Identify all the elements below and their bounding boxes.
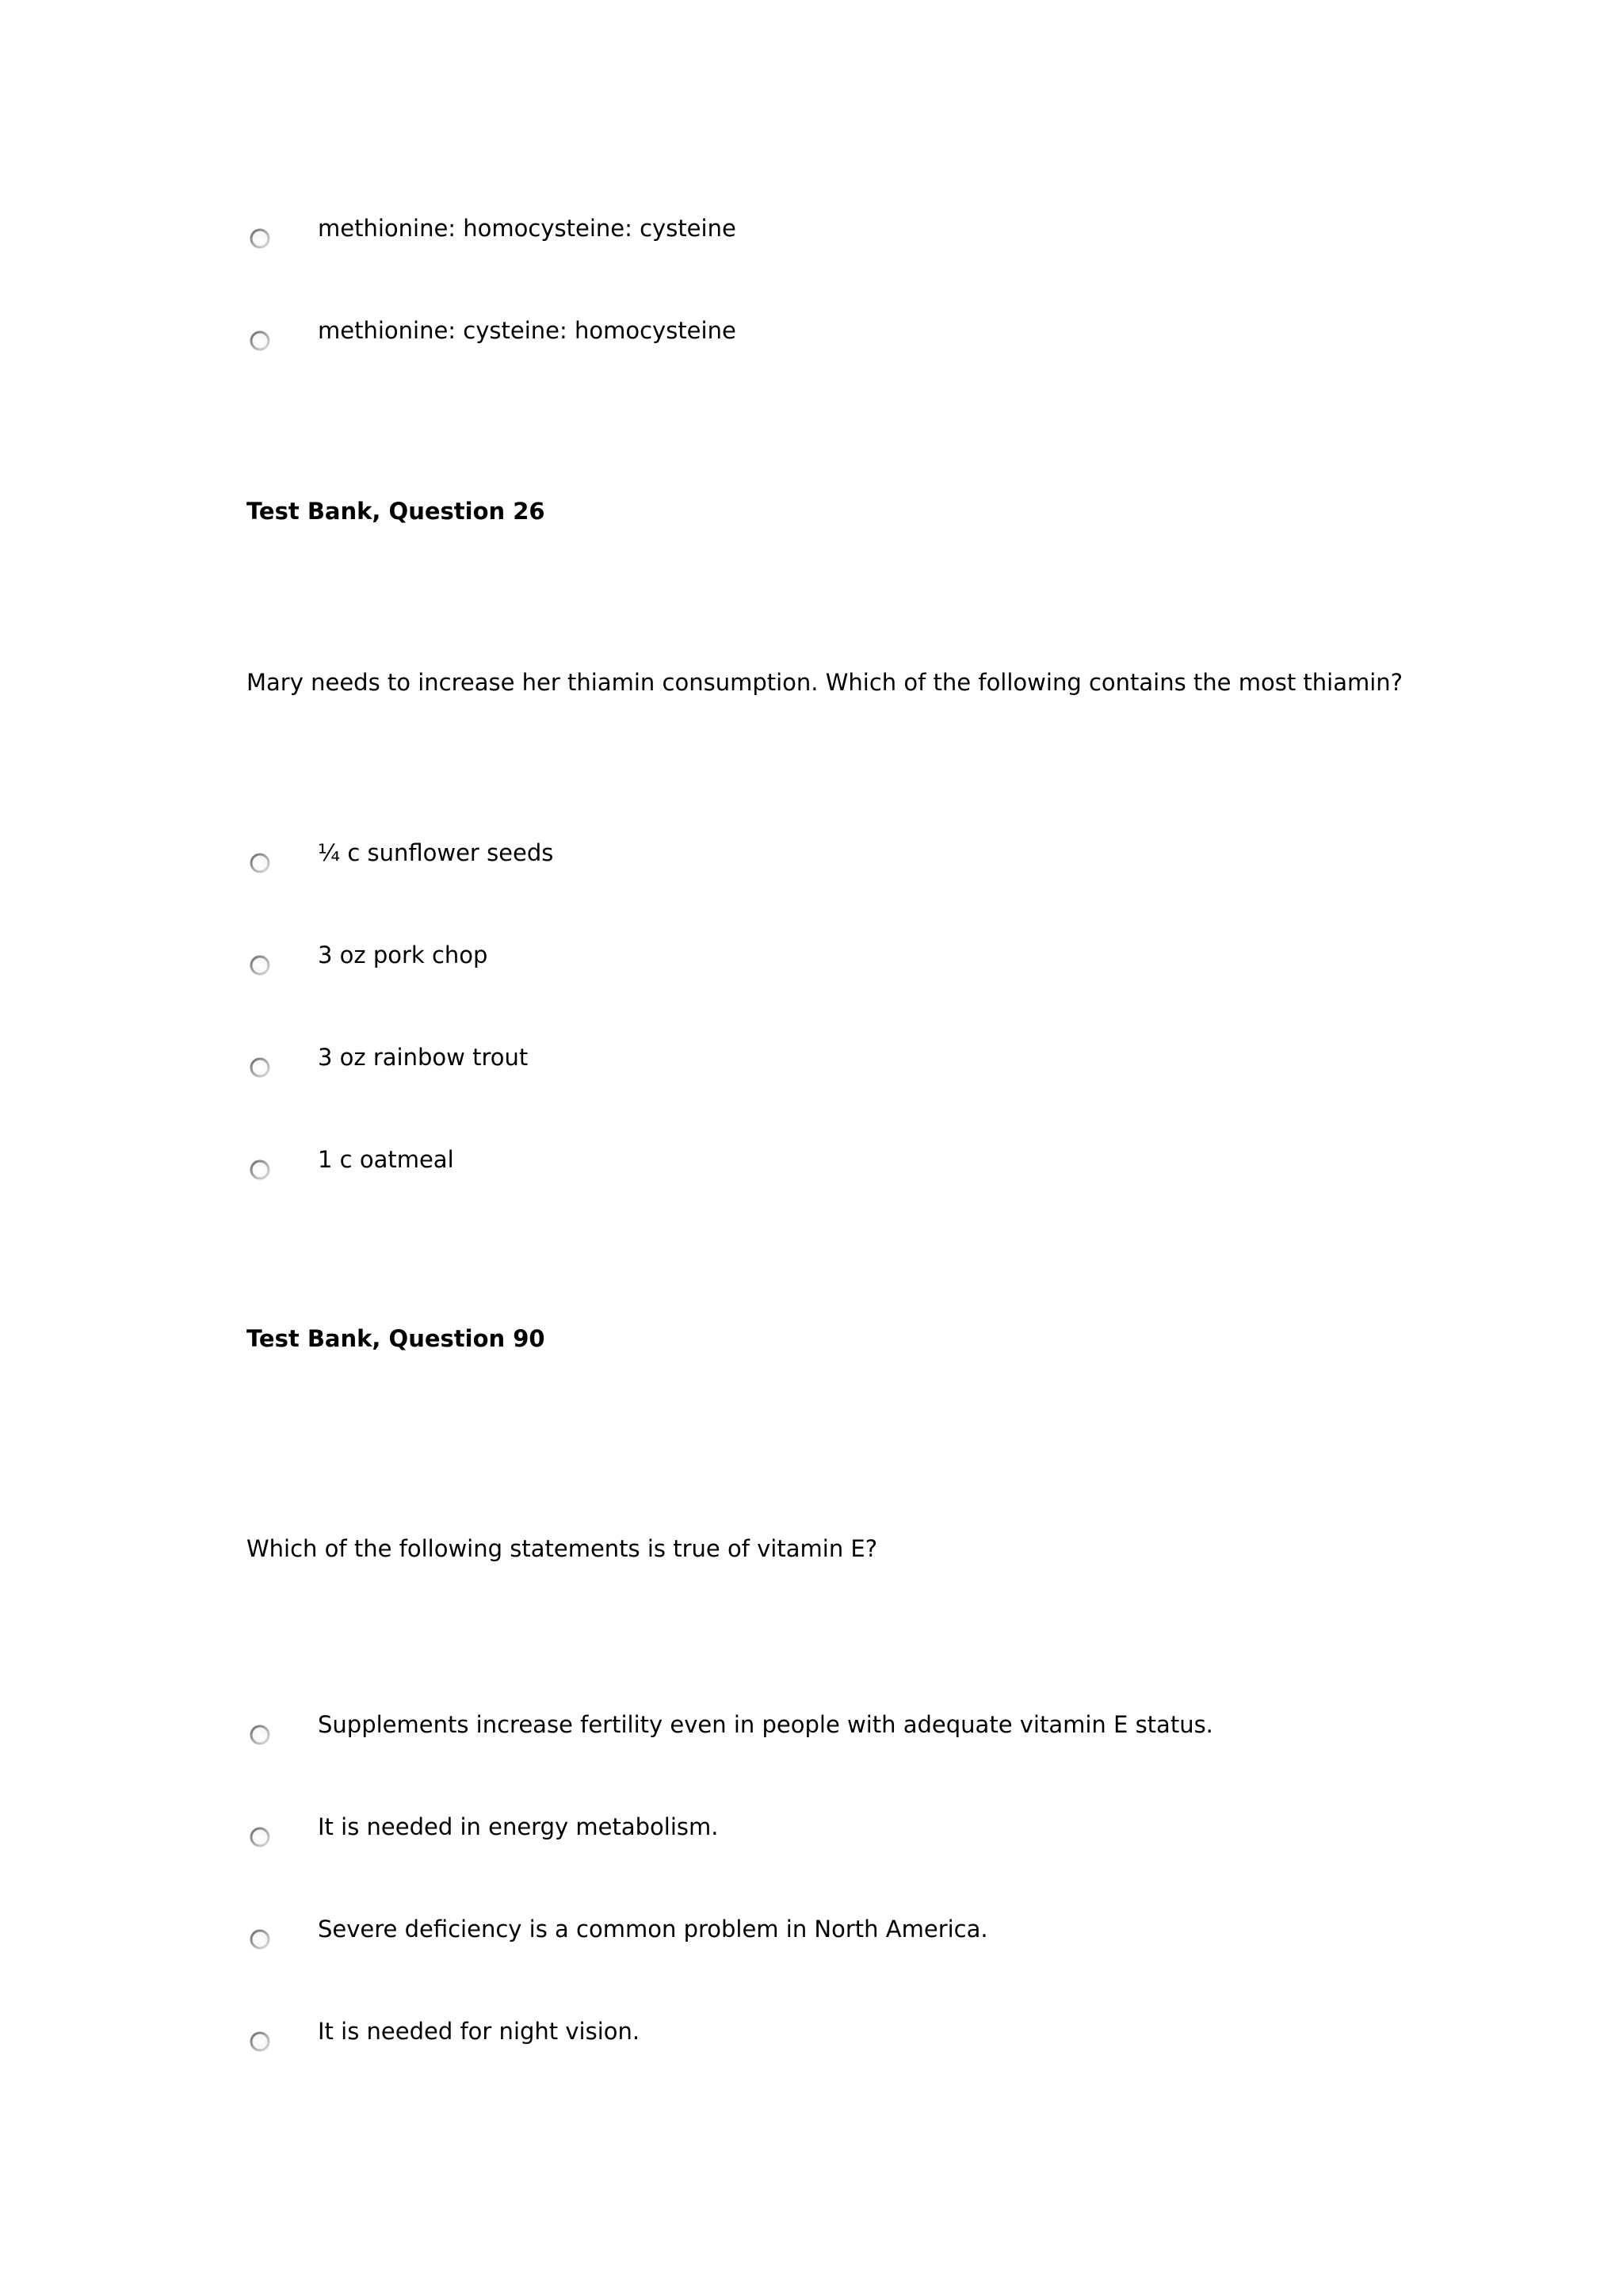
option-continued-1[interactable]: [246, 214, 1435, 262]
q90-option-1[interactable]: [246, 1710, 1435, 1758]
option-label: It is needed in energy metabolism.: [318, 1813, 719, 1840]
q26-option-3[interactable]: [246, 1043, 1435, 1091]
radio-button-icon[interactable]: [250, 1057, 270, 1078]
radio-button-icon[interactable]: [250, 853, 270, 873]
radio-button-icon[interactable]: [250, 1159, 270, 1180]
question-text-26: Mary needs to increase her thiamin consumption. Which of the following contains the most thiamin?: [246, 669, 1403, 696]
q26-option-4[interactable]: [246, 1145, 1435, 1193]
question-heading-90: Test Bank, Question 90: [246, 1325, 545, 1352]
q90-option-4[interactable]: [246, 2017, 1435, 2065]
option-label: 3 oz rainbow trout: [318, 1044, 529, 1071]
question-text-90: Which of the following statements is true of vitamin E?: [246, 1535, 878, 1562]
option-label: Severe deficiency is a common problem in North America.: [318, 1916, 988, 1943]
radio-button-icon[interactable]: [250, 1827, 270, 1847]
q26-option-2[interactable]: [246, 941, 1435, 988]
radio-button-icon[interactable]: [250, 228, 270, 249]
radio-button-icon[interactable]: [250, 330, 270, 351]
radio-button-icon[interactable]: [250, 2031, 270, 2052]
q90-option-3[interactable]: [246, 1915, 1435, 1962]
question-heading-26: Test Bank, Question 26: [246, 498, 545, 525]
radio-button-icon[interactable]: [250, 1929, 270, 1950]
radio-button-icon[interactable]: [250, 1725, 270, 1745]
option-label: ¼ c sunflower seeds: [318, 839, 554, 866]
q26-option-1[interactable]: [246, 839, 1435, 886]
option-continued-2[interactable]: [246, 316, 1435, 364]
option-label: It is needed for night vision.: [318, 2018, 640, 2045]
radio-button-icon[interactable]: [250, 955, 270, 976]
option-label: methionine: homocysteine: cysteine: [318, 215, 736, 242]
option-label: 1 c oatmeal: [318, 1146, 454, 1173]
q90-option-2[interactable]: [246, 1813, 1435, 1860]
option-label: methionine: cysteine: homocysteine: [318, 317, 736, 344]
option-label: 3 oz pork chop: [318, 942, 488, 968]
option-label: Supplements increase fertility even in people with adequate vitamin E status.: [318, 1711, 1213, 1738]
